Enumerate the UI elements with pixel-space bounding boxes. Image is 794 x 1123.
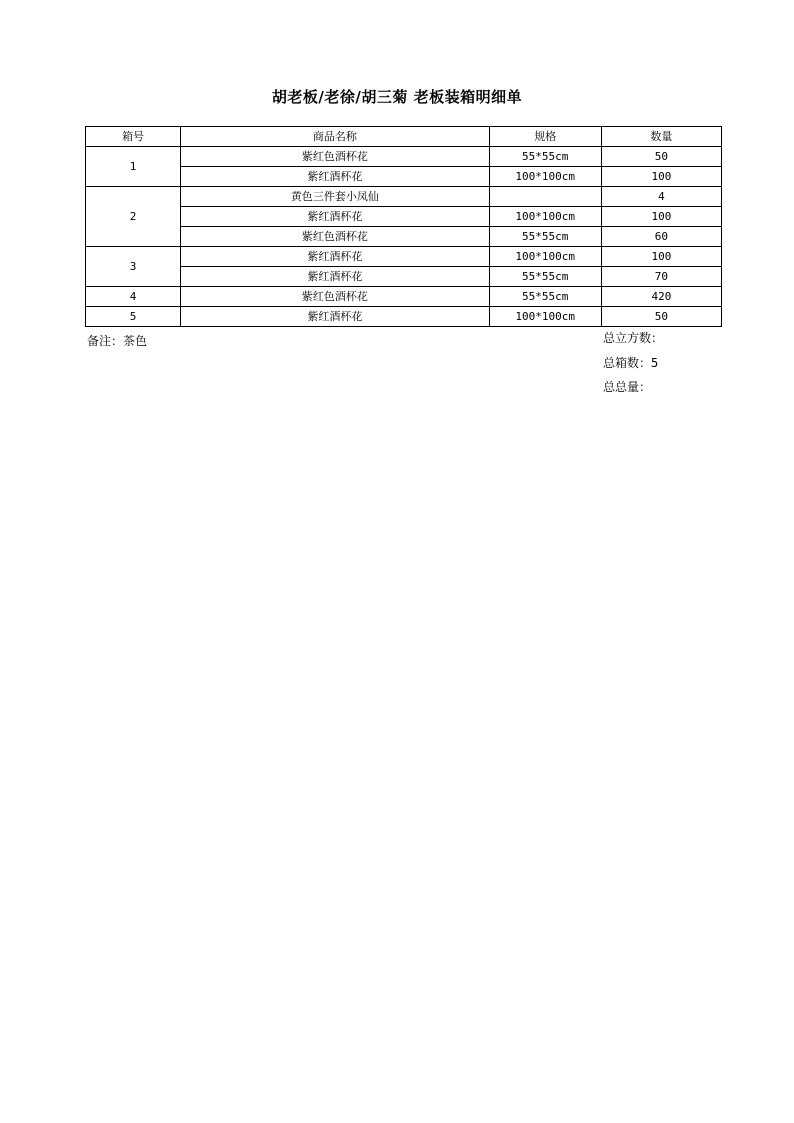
remark-value: 茶色 bbox=[123, 334, 148, 348]
cell-product-name: 紫红酒杯花 bbox=[181, 167, 489, 187]
total-volume-label: 总立方数： bbox=[603, 331, 664, 345]
cell-product-name: 紫红酒杯花 bbox=[181, 247, 489, 267]
cell-spec: 55*55cm bbox=[489, 287, 601, 307]
cell-quantity: 100 bbox=[601, 207, 721, 227]
total-volume bbox=[603, 329, 663, 346]
cell-product-name: 紫红色酒杯花 bbox=[181, 147, 489, 167]
total-weight bbox=[603, 378, 651, 395]
cell-spec bbox=[489, 187, 601, 207]
cell-quantity: 100 bbox=[601, 167, 721, 187]
cell-spec: 55*55cm bbox=[489, 267, 601, 287]
cell-quantity: 100 bbox=[601, 247, 721, 267]
header-spec: 规格 bbox=[489, 127, 601, 147]
cell-spec: 55*55cm bbox=[489, 147, 601, 167]
table-row bbox=[86, 247, 722, 267]
packing-list-table bbox=[85, 126, 722, 327]
cell-spec: 100*100cm bbox=[489, 207, 601, 227]
cell-spec: 100*100cm bbox=[489, 307, 601, 327]
total-boxes-label: 总箱数： bbox=[603, 356, 652, 370]
cell-product-name: 紫红酒杯花 bbox=[181, 267, 489, 287]
total-boxes-value: 5 bbox=[651, 356, 659, 370]
table-row bbox=[86, 307, 722, 327]
header-box-no: 箱号 bbox=[86, 127, 181, 147]
remark bbox=[87, 332, 147, 349]
remark-label: 备注： bbox=[87, 334, 124, 348]
cell-box-no: 1 bbox=[86, 147, 181, 187]
table-row bbox=[86, 167, 722, 187]
document-title: 胡老板/老徐/胡三菊 老板装箱明细单 bbox=[271, 88, 523, 106]
cell-quantity: 50 bbox=[601, 307, 721, 327]
cell-quantity: 60 bbox=[601, 227, 721, 247]
cell-product-name: 紫红色酒杯花 bbox=[181, 227, 489, 247]
cell-quantity: 50 bbox=[601, 147, 721, 167]
cell-product-name: 黄色三件套小凤仙 bbox=[181, 187, 489, 207]
cell-product-name: 紫红酒杯花 bbox=[181, 207, 489, 227]
total-weight-label: 总总量： bbox=[603, 380, 652, 394]
total-boxes bbox=[603, 354, 658, 371]
cell-spec: 55*55cm bbox=[489, 227, 601, 247]
table-row bbox=[86, 207, 722, 227]
cell-box-no: 3 bbox=[86, 247, 181, 287]
table-body bbox=[86, 147, 722, 327]
cell-spec: 100*100cm bbox=[489, 247, 601, 267]
cell-product-name: 紫红色酒杯花 bbox=[181, 287, 489, 307]
cell-quantity: 420 bbox=[601, 287, 721, 307]
table-row bbox=[86, 287, 722, 307]
cell-box-no: 4 bbox=[86, 287, 181, 307]
header-product-name: 商品名称 bbox=[181, 127, 489, 147]
table-header-row bbox=[86, 127, 722, 147]
cell-box-no: 5 bbox=[86, 307, 181, 327]
cell-spec: 100*100cm bbox=[489, 167, 601, 187]
cell-quantity: 4 bbox=[601, 187, 721, 207]
header-quantity: 数量 bbox=[601, 127, 721, 147]
cell-box-no: 2 bbox=[86, 187, 181, 247]
table-row bbox=[86, 187, 722, 207]
cell-quantity: 70 bbox=[601, 267, 721, 287]
cell-product-name: 紫红酒杯花 bbox=[181, 307, 489, 327]
table-row bbox=[86, 267, 722, 287]
table-row bbox=[86, 147, 722, 167]
table-row bbox=[86, 227, 722, 247]
